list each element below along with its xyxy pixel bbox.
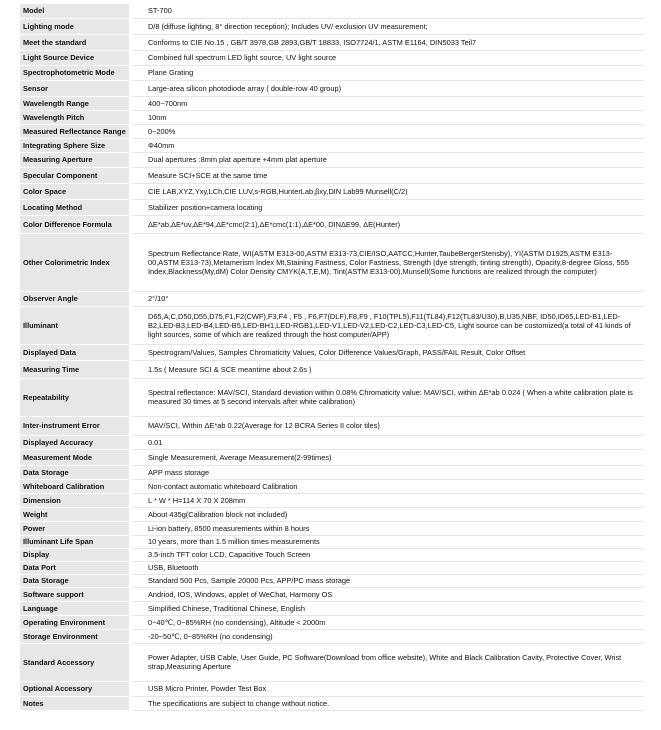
spec-value: Single Measurement, Average Measurement(2-99times): [132, 449, 644, 465]
spec-label: Inter-instrument Error: [20, 416, 129, 435]
spec-label: Meet the standard: [20, 34, 129, 50]
spec-row: [20, 587, 644, 601]
spec-label: Spectrophotometric Mode: [20, 65, 129, 80]
spec-label: Light Source Device: [20, 50, 129, 65]
spec-row: [20, 507, 644, 521]
spec-row: [20, 561, 644, 574]
spec-row: [20, 449, 644, 465]
spec-row: [20, 65, 644, 80]
spec-row: [20, 416, 644, 435]
spec-row: [20, 34, 644, 50]
spec-value: 10nm: [132, 110, 644, 124]
spec-row: [20, 306, 644, 344]
spec-value: 2°/10°: [132, 291, 644, 306]
spec-row: [20, 199, 644, 215]
spec-label: Displayed Accuracy: [20, 435, 129, 449]
spec-label: Illuminant: [20, 306, 129, 344]
spec-label: Data Storage: [20, 465, 129, 479]
spec-label: Integrating Sphere Size: [20, 138, 129, 152]
spec-row: [20, 344, 644, 360]
spec-value: Spectrum Reflectance Rate, WI(ASTM E313-00,ASTM E313-73,CIE/ISO,AATCC,Hunter,TaubeBergerStensby), YI(ASTM D1925,ASTM E313-00,ASTM E313-73),Metamerism Index Mt,Staining Fastness, Color Fastness, Strength (dye strength, tinting strength), Opacity,8-degree Gloss, 555 Index,Blackness(My,dM) Color Density CMYK(A,T,E,M), Tint(ASTM E313-00),Munsell(Some functions are realized through the computer): [132, 233, 644, 291]
spec-label: Measurement Mode: [20, 449, 129, 465]
spec-value: Plane Grating: [132, 65, 644, 80]
spec-label: Data Storage: [20, 574, 129, 587]
spec-label: Measuring Time: [20, 360, 129, 378]
spec-value: Large-area silicon photodiode array ( double-row 40 group): [132, 80, 644, 96]
spec-row: [20, 479, 644, 493]
spec-value: APP mass storage: [132, 465, 644, 479]
spec-label: Specular Component: [20, 167, 129, 183]
spec-row: [20, 378, 644, 416]
spec-label: Optional Accessory: [20, 681, 129, 696]
spec-value: Li-ion battery, 8500 measurements within 8 hours: [132, 521, 644, 535]
spec-label: Power: [20, 521, 129, 535]
spec-value: USB, Bluetooth: [132, 561, 644, 574]
spec-value: 0~200%: [132, 124, 644, 138]
spec-value: CIE LAB,XYZ,Yxy,LCh,CIE LUV,s-RGB,HunterLab,βxy,DIN Lab99 Munsell(C/2): [132, 183, 644, 199]
spec-value: Non-contact automatic whiteboard Calibration: [132, 479, 644, 493]
spec-label: Weight: [20, 507, 129, 521]
spec-value: 400~700nm: [132, 96, 644, 110]
spec-label: Operating Environment: [20, 615, 129, 629]
spec-value: ΔE*ab,ΔE*uv,ΔE*94,ΔE*cmc(2:1),ΔE*cmc(1:1),ΔE*00, DINΔE99, ΔE(Hunter): [132, 215, 644, 233]
spec-label: Language: [20, 601, 129, 615]
spec-row: [20, 167, 644, 183]
spec-row: [20, 152, 644, 167]
spec-row: [20, 615, 644, 629]
spec-value: Standard 500 Pcs, Sample 20000 Pcs, APP/PC mass storage: [132, 574, 644, 587]
spec-label: Whiteboard Calibration: [20, 479, 129, 493]
spec-row: [20, 138, 644, 152]
spec-row: [20, 18, 644, 34]
spec-label: Wavelength Pitch: [20, 110, 129, 124]
spec-label: Color Space: [20, 183, 129, 199]
spec-label: Illuminant Life Span: [20, 535, 129, 548]
spec-row: [20, 96, 644, 110]
spec-row: [20, 548, 644, 561]
spec-value: The specifications are subject to change without notice.: [132, 696, 644, 710]
spec-label: Storage Environment: [20, 629, 129, 643]
spec-row: [20, 291, 644, 306]
spec-row: [20, 601, 644, 615]
spec-label: Software support: [20, 587, 129, 601]
spec-label: Lighting mode: [20, 18, 129, 34]
spec-value: Φ40mm: [132, 138, 644, 152]
spec-value: Andriod, IOS, Windows, applet of WeChat, Harmony OS: [132, 587, 644, 601]
spec-value: 1.5s ( Measure SCI & SCE meantime about 2.6s ): [132, 360, 644, 378]
spec-row: [20, 360, 644, 378]
spec-label: Color Difference Formula: [20, 215, 129, 233]
spec-row: [20, 110, 644, 124]
spec-value: ST-700: [132, 4, 644, 18]
spec-value: Combined full spectrum LED light source, UV light source: [132, 50, 644, 65]
spec-row: [20, 696, 644, 710]
spec-value: -20~50℃, 0~85%RH (no condensing): [132, 629, 644, 643]
spec-row: [20, 643, 644, 681]
spec-value: D/8 (diffuse lighting, 8° direction reception); Includes UV/ exclusion UV measurement;: [132, 18, 644, 34]
spec-label: Other Colorimetric Index: [20, 233, 129, 291]
spec-value: Spectral reflectance: MAV/SCI, Standard deviation within 0.08% Chromaticity value: MAV/SCI, within ΔE*ab 0.024 ( When a white calibration plate is measured 30 times at 5 second intervals after white calibration): [132, 378, 644, 416]
spec-label: Model: [20, 4, 129, 18]
spec-value: USB Micro Printer, Powder Test Box: [132, 681, 644, 696]
spec-value: L * W * H=114 X 70 X 208mm: [132, 493, 644, 507]
spec-label: Notes: [20, 696, 129, 710]
spec-value: Conforms to CIE No.15 , GB/T 3978,GB 2893,GB/T 18833, ISO7724/1, ASTM E1164, DIN5033 Teil7: [132, 34, 644, 50]
spec-value: 0.01: [132, 435, 644, 449]
spec-row: [20, 80, 644, 96]
spec-label: Repeatability: [20, 378, 129, 416]
spec-label: Measured Reflectance Range: [20, 124, 129, 138]
spec-row: [20, 681, 644, 696]
spec-row: [20, 124, 644, 138]
spec-value: Spectrogram/Values, Samples Chromaticity Values, Color Difference Values/Graph, PASS/FAIL Result, Color Offset: [132, 344, 644, 360]
spec-value: 0~40℃, 0~85%RH (no condensing), Altitude < 2000m: [132, 615, 644, 629]
spec-row: [20, 629, 644, 643]
spec-row: [20, 574, 644, 587]
spec-row: [20, 4, 644, 18]
spec-label: Wavelength Range: [20, 96, 129, 110]
spec-label: Display: [20, 548, 129, 561]
spec-label: Measuring Aperture: [20, 152, 129, 167]
spec-row: [20, 183, 644, 199]
spec-label: Displayed Data: [20, 344, 129, 360]
spec-value: 3.5-inch TFT color LCD, Capacitive Touch Screen: [132, 548, 644, 561]
spec-row: [20, 215, 644, 233]
spec-value: Power Adapter, USB Cable, User Guide, PC Software(Download from office website), White and Black Calibration Cavity, Protective Cover, Wrist strap,Measuring Aperture: [132, 643, 644, 681]
spec-label: Locating Method: [20, 199, 129, 215]
spec-row: [20, 521, 644, 535]
spec-row: [20, 233, 644, 291]
spec-value: Stabilizer position+camera locating: [132, 199, 644, 215]
spec-label: Observer Angle: [20, 291, 129, 306]
specifications-table: [20, 4, 644, 711]
spec-row: [20, 493, 644, 507]
spec-value: Simplified Chinese, Traditional Chinese, English: [132, 601, 644, 615]
spec-row: [20, 435, 644, 449]
spec-row: [20, 50, 644, 65]
spec-value: MAV/SCI, Within ΔE*ab 0.22(Average for 12 BCRA Series II color tiles): [132, 416, 644, 435]
spec-row: [20, 465, 644, 479]
spec-value: Measure SCI+SCE at the same time: [132, 167, 644, 183]
spec-row: [20, 535, 644, 548]
spec-value: About 435g(Calibration block not included): [132, 507, 644, 521]
spec-label: Dimension: [20, 493, 129, 507]
spec-label: Sensor: [20, 80, 129, 96]
spec-value: Dual apertures :8mm plat aperture +4mm plat aperture: [132, 152, 644, 167]
spec-value: D65,A,C,D50,D55,D75,F1,F2(CWF),F3,F4 , F5 , F6,F7(DLF),F8,F9 , F10(TPL5),F11(TL84),F12(TL83/U30),B,U35,NBF, ID50,ID65,LED-B1,LED-B2,LED-B3,LED-B4,LED-B5,LED-BH1,LED-RGB1,LED-V1,LED-V2,LED-C2,LED-C3,LED-C5, Light source can be customized(a total of 41 kinds of light sources, some of which are realized through the host computer/APP): [132, 306, 644, 344]
spec-label: Standard Accessory: [20, 643, 129, 681]
spec-value: 10 years, more than 1.5 million times measurements: [132, 535, 644, 548]
spec-label: Data Port: [20, 561, 129, 574]
